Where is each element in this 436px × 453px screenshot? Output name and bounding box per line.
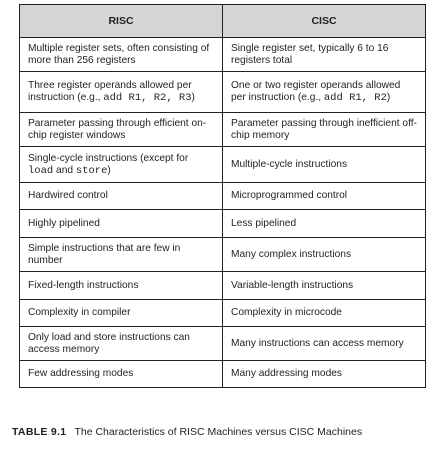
code-text: store (75, 164, 108, 177)
cell-text: Highly pipelined (28, 217, 100, 229)
cisc-cell (223, 72, 426, 113)
cell-text: Three register operands allowed per instruction (e.g., (28, 80, 192, 103)
table-row (20, 272, 426, 300)
cisc-cell (223, 238, 426, 272)
table-row (20, 113, 426, 147)
table-row (20, 300, 426, 327)
header-risc: RISC (20, 5, 223, 38)
table-row (20, 72, 426, 113)
table-caption-text: The Characteristics of RISC Machines versus CISC Machines (74, 426, 363, 438)
cell-text: Microprogrammed control (231, 190, 348, 201)
cell-text: Single-cycle instructions (except for (28, 152, 189, 164)
cell-text: Multiple-cycle instructions (231, 158, 348, 170)
table-row (20, 361, 426, 388)
table-caption (12, 426, 362, 438)
cisc-cell (223, 113, 426, 147)
risc-cell (20, 183, 223, 210)
cell-text: Multiple register sets, often consisting of more than 256 registers (28, 42, 210, 66)
risc-cell (20, 327, 223, 361)
cell-text: Many complex instructions (231, 248, 352, 260)
cell-text: Variable-length instructions (231, 279, 354, 291)
cell-text: Parameter passing through inefficient off-chip memory (231, 117, 417, 141)
cisc-cell (223, 147, 426, 183)
table-caption-label: TABLE 9.1 (12, 426, 67, 438)
cisc-cell (223, 300, 426, 327)
table-row (20, 238, 426, 272)
table-row (20, 210, 426, 238)
comparison-table-container (19, 4, 425, 388)
cell-text: Few addressing modes (28, 368, 134, 379)
cisc-cell (223, 361, 426, 388)
risc-cell (20, 113, 223, 147)
risc-cell (20, 38, 223, 72)
risc-cell (20, 210, 223, 238)
table-row (20, 147, 426, 183)
cell-text: Many instructions can access memory (231, 337, 404, 349)
cell-text: ) (191, 92, 195, 103)
cisc-cell (223, 183, 426, 210)
cell-text: Many addressing modes (231, 368, 342, 379)
code-text: add R1, R2 (323, 92, 387, 104)
cisc-cell (223, 38, 426, 72)
risc-cell (20, 72, 223, 113)
cell-text: Complexity in compiler (28, 307, 131, 318)
cell-text: Only load and store instructions can access memory (28, 331, 190, 355)
cell-text: One or two register operands allowed per instruction (e.g., (231, 80, 401, 103)
cisc-cell (223, 327, 426, 361)
cell-text: Single register set, typically 6 to 16 registers total (231, 42, 389, 66)
cisc-cell (223, 210, 426, 238)
cell-text: ) (386, 92, 391, 103)
risc-cell (20, 361, 223, 388)
risc-cell (20, 272, 223, 300)
risc-cell (20, 238, 223, 272)
cell-text: Fixed-length instructions (28, 279, 139, 291)
cell-text: Parameter passing through efficient on-chip register windows (28, 117, 207, 141)
cell-text: and (53, 164, 76, 176)
risc-cisc-comparison-table (19, 4, 426, 388)
risc-cell (20, 300, 223, 327)
code-text: load (28, 164, 54, 177)
cell-text: Hardwired control (28, 190, 108, 201)
code-text: add R1, R2, R3 (103, 92, 192, 104)
header-cisc: CISC (223, 5, 426, 38)
table-row (20, 327, 426, 361)
risc-cell (20, 147, 223, 183)
cell-text: Simple instructions that are few in number (28, 242, 181, 266)
table-row (20, 38, 426, 72)
cisc-cell (223, 272, 426, 300)
cell-text: ) (107, 164, 111, 176)
table-row (20, 183, 426, 210)
cell-text: Complexity in microcode (231, 307, 342, 318)
table-header-row (20, 5, 426, 38)
cell-text: Less pipelined (231, 217, 297, 229)
